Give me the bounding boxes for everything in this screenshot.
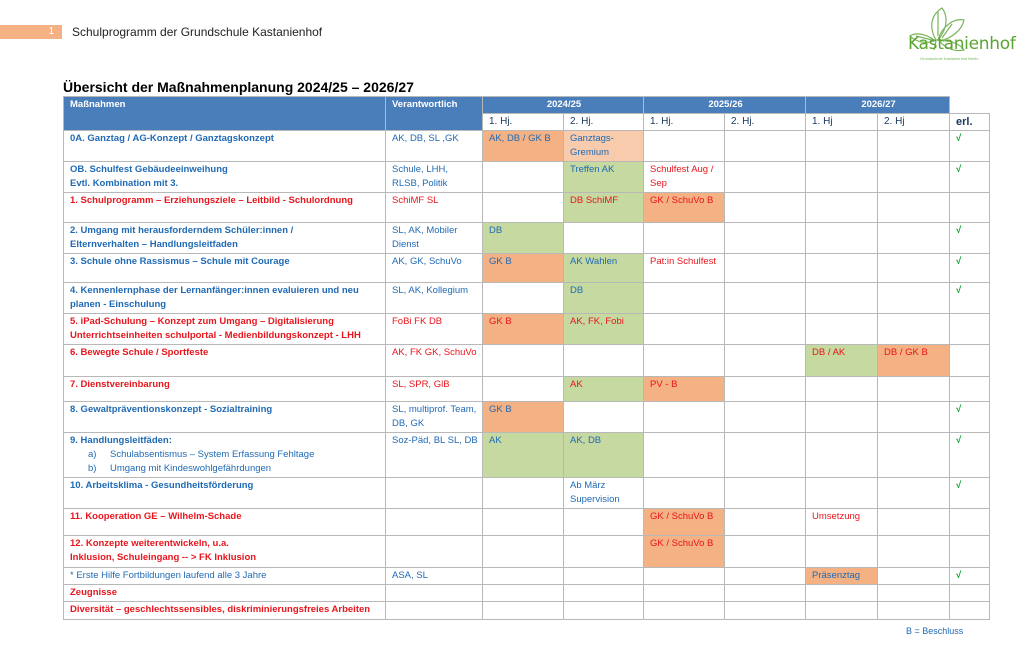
schedule-cell [644, 131, 725, 162]
schedule-cell [483, 509, 564, 536]
school-logo [898, 6, 1016, 70]
schedule-cell: DB [564, 283, 644, 314]
schedule-cell: Präsenztag [806, 568, 878, 585]
schedule-cell [878, 568, 950, 585]
schedule-cell [878, 536, 950, 568]
table-row [64, 568, 990, 585]
measure-title: 2. Umgang mit herausforderndem Schüler:innen / [70, 225, 294, 236]
header-half: 2. Hj. [725, 114, 806, 131]
schedule-cell [564, 509, 644, 536]
schedule-cell [725, 314, 806, 345]
schedule-cell [564, 585, 644, 602]
table-header-row [64, 97, 990, 114]
responsible-cell: Soz-Päd, BL SL, DB [386, 433, 483, 478]
schedule-cell [878, 585, 950, 602]
table-row [64, 131, 990, 162]
measure-title: 3. Schule ohne Rassismus – Schule mit Courage [70, 256, 290, 267]
done-check: √ [950, 131, 990, 162]
header-year: 2026/27 [806, 97, 950, 114]
schedule-cell [644, 283, 725, 314]
responsible-cell [386, 478, 483, 509]
schedule-cell [483, 162, 564, 193]
schedule-cell [878, 283, 950, 314]
done-check [950, 345, 990, 377]
header-half: 2. Hj. [564, 114, 644, 131]
schedule-cell [806, 283, 878, 314]
table-row [64, 402, 990, 433]
schedule-cell [725, 193, 806, 223]
schedule-cell [878, 478, 950, 509]
responsible-cell: SchiMF SL [386, 193, 483, 223]
schedule-cell [644, 223, 725, 254]
done-check [950, 585, 990, 602]
schedule-cell [806, 433, 878, 478]
done-check: √ [950, 254, 990, 283]
measure-title: 11. Kooperation GE – Wilhelm-Schade [70, 511, 242, 522]
measure-cell [64, 223, 386, 254]
logo-text: Kastanienhof [908, 34, 1016, 54]
schedule-cell [725, 509, 806, 536]
schedule-cell [644, 585, 725, 602]
schedule-cell [725, 478, 806, 509]
schedule-cell: AK, DB / GK B [483, 131, 564, 162]
done-check: √ [950, 568, 990, 585]
schedule-cell [725, 568, 806, 585]
measure-title: 5. iPad-Schulung – Konzept zum Umgang – Digitalisierung [70, 316, 334, 327]
done-check [950, 193, 990, 223]
responsible-cell: SL, multiprof. Team, DB, GK [386, 402, 483, 433]
schedule-cell [483, 193, 564, 223]
schedule-cell: AK, FK, Fobi [564, 314, 644, 345]
schedule-cell: GK / SchuVo B [644, 193, 725, 223]
schedule-cell [878, 402, 950, 433]
measure-title: Zeugnisse [70, 587, 117, 598]
responsible-cell: Schule, LHH, RLSB, Politik [386, 162, 483, 193]
schedule-cell [806, 402, 878, 433]
schedule-cell: DB [483, 223, 564, 254]
schedule-cell: AK, DB [564, 433, 644, 478]
done-check [950, 314, 990, 345]
schedule-cell [806, 223, 878, 254]
schedule-cell [483, 585, 564, 602]
measure-cell [64, 585, 386, 602]
table-row [64, 283, 990, 314]
schedule-cell: AK Wahlen [564, 254, 644, 283]
schedule-cell [564, 345, 644, 377]
schedule-cell [644, 433, 725, 478]
schedule-cell [725, 223, 806, 254]
table-row [64, 377, 990, 402]
sub-item-marker: a) [88, 449, 97, 460]
done-check: √ [950, 223, 990, 254]
measure-title: 9. Handlungsleitfäden: [70, 435, 172, 446]
schedule-cell [564, 602, 644, 620]
schedule-cell [483, 478, 564, 509]
table-row [64, 478, 990, 509]
measure-cell [64, 377, 386, 402]
responsible-cell: FoBi FK DB [386, 314, 483, 345]
measure-cell [64, 193, 386, 223]
schedule-cell: PV - B [644, 377, 725, 402]
schedule-cell [483, 345, 564, 377]
schedule-cell [483, 536, 564, 568]
schedule-cell [725, 433, 806, 478]
schedule-cell [725, 345, 806, 377]
measure-subtitle: Unterrichtseinheiten schulportal - Medienbildungskonzept - LHH [70, 330, 361, 341]
schedule-cell [806, 585, 878, 602]
done-check [950, 536, 990, 568]
done-check [950, 509, 990, 536]
schedule-cell: GK / SchuVo B [644, 536, 725, 568]
schedule-cell [644, 314, 725, 345]
measure-cell [64, 433, 386, 478]
done-check: √ [950, 433, 990, 478]
page-number-badge [0, 25, 62, 39]
responsible-cell: SL, AK, Kollegium [386, 283, 483, 314]
responsible-cell [386, 602, 483, 620]
done-check: √ [950, 478, 990, 509]
schedule-cell [644, 568, 725, 585]
measure-title: 7. Dienstvereinbarung [70, 379, 170, 390]
schedule-cell [564, 402, 644, 433]
measure-title: 8. Gewaltpräventionskonzept - Sozialtraining [70, 404, 273, 415]
schedule-cell [725, 402, 806, 433]
schedule-cell [878, 254, 950, 283]
schedule-cell [644, 478, 725, 509]
schedule-cell: AK [483, 433, 564, 478]
schedule-cell: DB SchiMF [564, 193, 644, 223]
schedule-cell [878, 433, 950, 478]
measure-title: 0A. Ganztag / AG-Konzept / Ganztagskonzept [70, 133, 274, 144]
page-number: 1 [48, 26, 54, 37]
header-half: 1. Hj. [644, 114, 725, 131]
header-blank [950, 97, 990, 114]
measure-subtitle: Evtl. Kombination mit 3. [70, 178, 179, 189]
schedule-cell [806, 536, 878, 568]
schedule-cell [806, 377, 878, 402]
measure-title: 1. Schulprogramm – Erziehungsziele – Leitbild - Schulordnung [70, 195, 353, 206]
header-half: 1. Hj. [483, 114, 564, 131]
table-row [64, 223, 990, 254]
table-row [64, 602, 990, 620]
schedule-cell [483, 377, 564, 402]
schedule-cell: Treffen AK [564, 162, 644, 193]
schedule-cell [483, 568, 564, 585]
table-row [64, 509, 990, 536]
schedule-cell [564, 536, 644, 568]
measure-title: 10. Arbeitsklima - Gesundheitsförderung [70, 480, 254, 491]
schedule-cell [806, 131, 878, 162]
schedule-cell [878, 162, 950, 193]
responsible-cell [386, 536, 483, 568]
schedule-cell [806, 314, 878, 345]
table-row [64, 193, 990, 223]
measure-cell [64, 162, 386, 193]
measure-sub-item [70, 462, 381, 476]
measure-cell [64, 478, 386, 509]
schedule-cell: GK B [483, 254, 564, 283]
measure-cell [64, 509, 386, 536]
schedule-cell [806, 478, 878, 509]
done-check: √ [950, 402, 990, 433]
schedule-cell: Pat:in Schulfest [644, 254, 725, 283]
schedule-cell [483, 283, 564, 314]
schedule-cell: Schulfest Aug / Sep [644, 162, 725, 193]
measures-table [63, 96, 990, 620]
schedule-cell [725, 283, 806, 314]
done-check [950, 602, 990, 620]
schedule-cell [483, 602, 564, 620]
header-measures: Maßnahmen [64, 97, 386, 131]
schedule-cell [725, 254, 806, 283]
schedule-cell [644, 345, 725, 377]
responsible-cell: AK, GK, SchuVo [386, 254, 483, 283]
header-half: 1. Hj [806, 114, 878, 131]
measure-cell [64, 345, 386, 377]
table-row [64, 536, 990, 568]
schedule-cell: GK / SchuVo B [644, 509, 725, 536]
schedule-cell [878, 131, 950, 162]
schedule-cell: Ab März Supervision [564, 478, 644, 509]
table-row [64, 162, 990, 193]
measure-cell [64, 568, 386, 585]
schedule-cell [878, 314, 950, 345]
measure-title: OB. Schulfest Gebäudeeinweihung [70, 164, 228, 175]
document-title: Schulprogramm der Grundschule Kastanienhof [72, 25, 323, 39]
schedule-cell [878, 193, 950, 223]
responsible-cell [386, 509, 483, 536]
header-responsible: Verantwortlich [386, 97, 483, 131]
schedule-cell [878, 377, 950, 402]
schedule-cell [878, 509, 950, 536]
schedule-cell [806, 162, 878, 193]
legend-note: B = Beschluss [906, 626, 964, 636]
responsible-cell: SL, SPR, GlB [386, 377, 483, 402]
measure-cell [64, 602, 386, 620]
sub-item-text: Umgang mit Kindeswohlgefährdungen [110, 463, 272, 474]
measure-title: * Erste Hilfe Fortbildungen laufend alle 3 Jahre [70, 570, 267, 581]
responsible-cell: SL, AK, Mobiler Dienst [386, 223, 483, 254]
measure-title: 4. Kennenlernphase der Lernanfänger:innen evaluieren und neu [70, 285, 359, 296]
schedule-cell [806, 602, 878, 620]
done-check [950, 377, 990, 402]
sub-item-marker: b) [88, 463, 97, 474]
logo-subtext: Grundschule Kastanienhof Berlin [920, 56, 979, 61]
schedule-cell: DB / AK [806, 345, 878, 377]
table-row [64, 314, 990, 345]
header-done: erl. [950, 114, 990, 131]
measure-cell [64, 536, 386, 568]
schedule-cell [725, 536, 806, 568]
measure-cell [64, 314, 386, 345]
measure-title: 6. Bewegte Schule / Sportfeste [70, 347, 209, 358]
schedule-cell [644, 402, 725, 433]
table-row [64, 433, 990, 478]
responsible-cell: ASA, SL [386, 568, 483, 585]
measure-subtitle: Inklusion, Schuleingang -- > FK Inklusion [70, 552, 257, 563]
schedule-cell [725, 377, 806, 402]
page-header [0, 0, 1024, 44]
measure-cell [64, 283, 386, 314]
schedule-cell [564, 568, 644, 585]
measure-title: 12. Konzepte weiterentwickeln, u.a. [70, 538, 229, 549]
schedule-cell: DB / GK B [878, 345, 950, 377]
schedule-cell [644, 602, 725, 620]
schedule-cell: Ganztags-Gremium [564, 131, 644, 162]
schedule-cell [725, 162, 806, 193]
measure-cell [64, 131, 386, 162]
schedule-cell [878, 602, 950, 620]
sub-item-text: Schulabsentismus – System Erfassung Fehltage [110, 449, 315, 460]
schedule-cell [725, 602, 806, 620]
measure-subtitle: Elternverhalten – Handlungsleitfaden [70, 239, 238, 250]
header-year: 2024/25 [483, 97, 644, 114]
done-check: √ [950, 162, 990, 193]
schedule-cell: Umsetzung [806, 509, 878, 536]
measure-cell [64, 254, 386, 283]
table-row [64, 345, 990, 377]
schedule-cell [564, 223, 644, 254]
measure-cell [64, 402, 386, 433]
schedule-cell [725, 131, 806, 162]
responsible-cell: AK, FK GK, SchuVo [386, 345, 483, 377]
responsible-cell: AK, DB, SL ,GK [386, 131, 483, 162]
measure-title: Diversität – geschlechtssensibles, diskriminierungsfreies Arbeiten [70, 604, 371, 615]
responsible-cell [386, 585, 483, 602]
header-half: 2. Hj [878, 114, 950, 131]
table-row [64, 254, 990, 283]
section-title: Übersicht der Maßnahmenplanung 2024/25 – 2026/27 [63, 79, 414, 95]
schedule-cell [878, 223, 950, 254]
schedule-cell [725, 585, 806, 602]
schedule-cell: AK [564, 377, 644, 402]
schedule-cell [806, 254, 878, 283]
schedule-cell: GK B [483, 314, 564, 345]
table-row [64, 585, 990, 602]
measure-sub-item [70, 448, 381, 462]
header-year: 2025/26 [644, 97, 806, 114]
measure-subtitle: planen - Einschulung [70, 299, 167, 310]
done-check: √ [950, 283, 990, 314]
schedule-cell [806, 193, 878, 223]
schedule-cell: GK B [483, 402, 564, 433]
